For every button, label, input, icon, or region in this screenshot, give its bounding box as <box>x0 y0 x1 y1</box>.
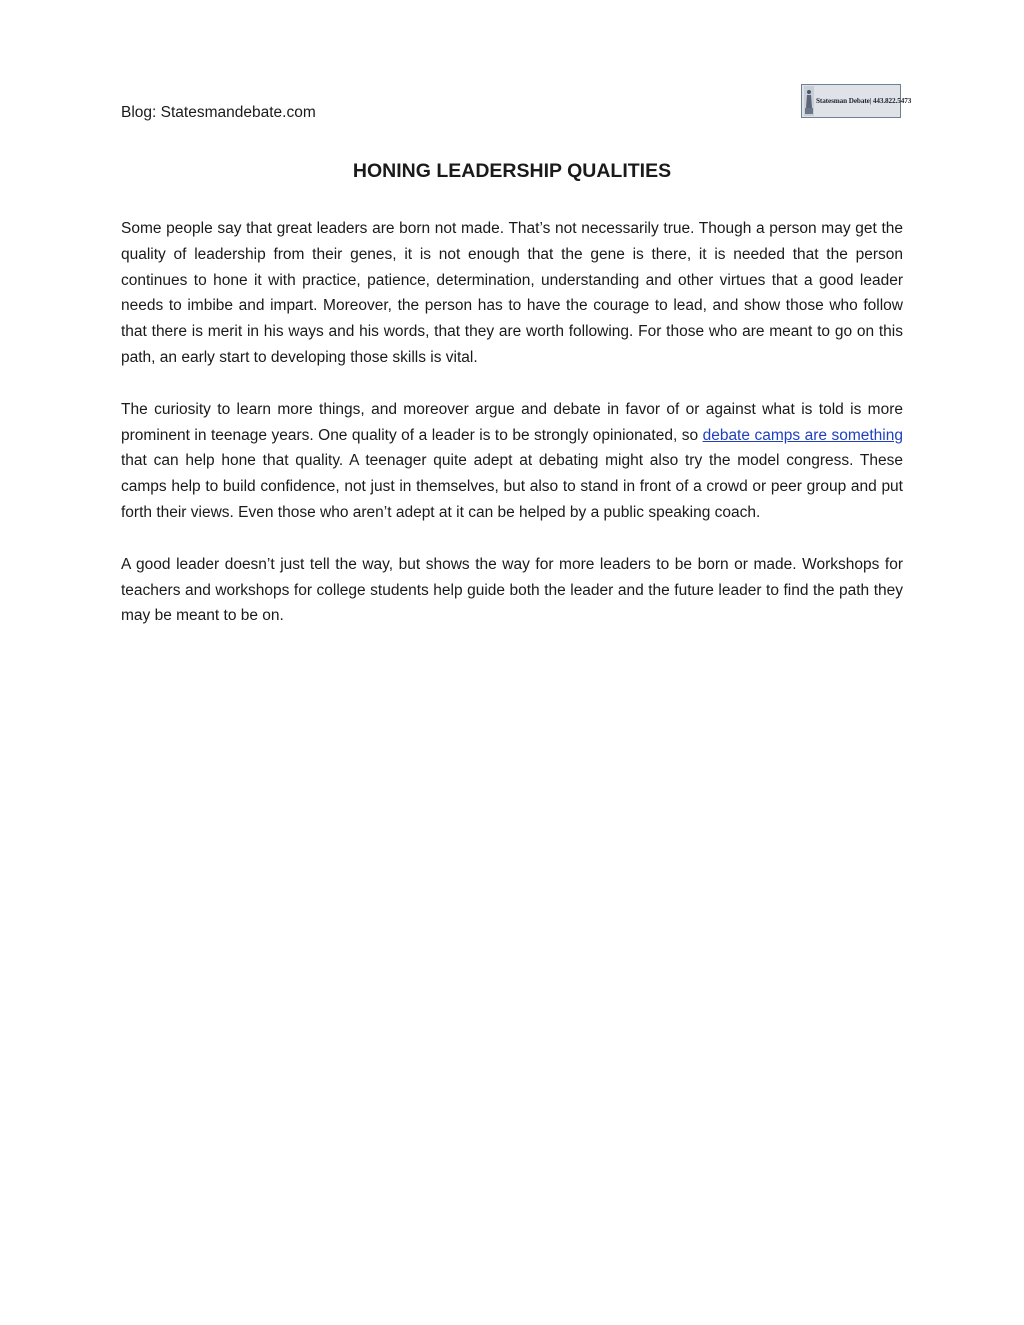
paragraph-1: Some people say that great leaders are born not made. That’s not necessarily true. Though a person may get the quality of leadership from their genes, it is not enough that the gene is there, it is needed that the person continues to hone it with practice, patience, determination, understanding and other virtues that a good leader needs to imbibe and impart. Moreover, the person has to have the courage to lead, and show those who follow that there is merit in his ways and his words, that they are worth following. For those who are meant to go on this path, an early start to developing those skills is vital. <box>121 220 903 366</box>
article-body <box>121 216 903 655</box>
paragraph-2-before-link: The curiosity to learn more things, and moreover argue and debate in favor of or against what is told is more prominent in teenage years. One quality of a leader is to be strongly opinionated, so <box>121 400 903 444</box>
statue-figure-icon <box>804 86 814 116</box>
paragraph-2-after-link: that can help hone that quality. A teenager quite adept at debating might also try the model congress. These camps help to build confidence, not just in themselves, but also to stand in front of a crowd or peer group and put forth their views. Even those who aren’t adept at it can be helped by a public speaking coach. <box>121 452 903 521</box>
document-title: HONING LEADERSHIP QUALITIES <box>352 160 672 182</box>
statesman-debate-logo <box>801 84 912 118</box>
logo-text: Statesman Debate| 443.822.5473 <box>816 96 912 105</box>
blog-url-header: Blog: Statesmandebate.com <box>121 104 316 121</box>
debate-camps-link[interactable]: debate camps are something <box>702 426 903 444</box>
paragraph-3: A good leader doesn’t just tell the way, but shows the way for more leaders to be born or made. Workshops for teachers and workshops for college students help guide both the leader and the future leader to find the path they may be meant to be on. <box>121 555 903 625</box>
paragraph-2 <box>121 397 903 526</box>
